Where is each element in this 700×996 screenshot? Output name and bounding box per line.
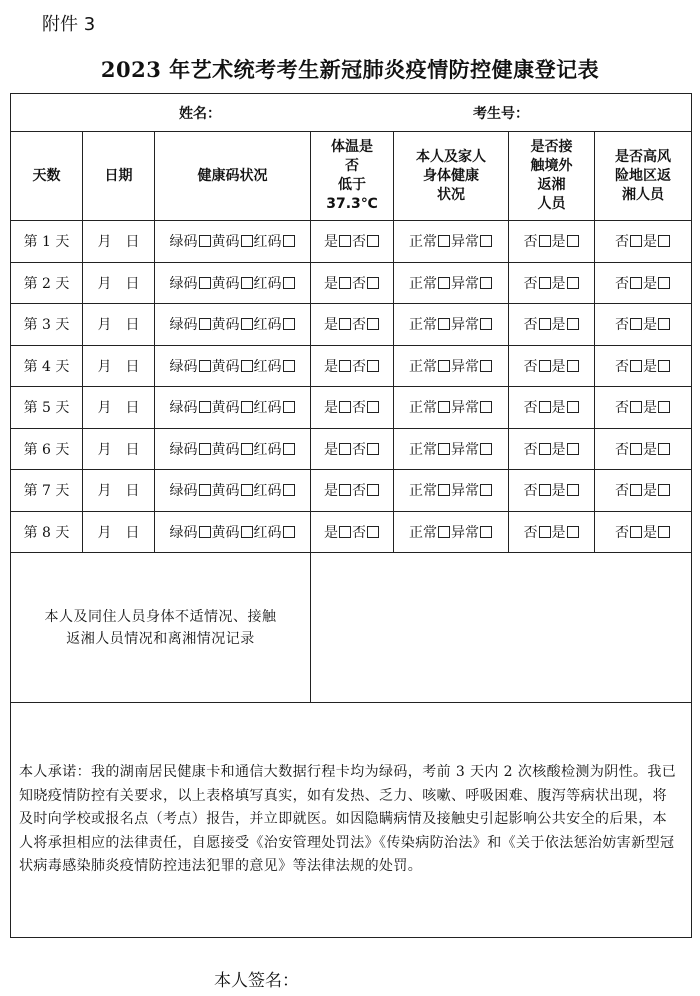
day-cell: 第 5 天	[11, 387, 83, 429]
header-family-line: 本人及家人	[416, 148, 486, 165]
option-label: 黄码	[211, 358, 240, 375]
temperature-cell	[311, 221, 394, 263]
health-code-cell	[155, 221, 311, 263]
option-label: 否	[523, 358, 538, 375]
option-label: 黄码	[211, 234, 240, 251]
promise-row	[11, 703, 692, 938]
option-label: 是	[551, 358, 566, 375]
header-high-risk	[595, 132, 692, 221]
checkbox[interactable]	[283, 235, 295, 247]
overseas-contact-cell	[509, 221, 595, 263]
header-overseas-line: 是否接	[530, 139, 573, 155]
day-cell: 第 8 天	[11, 511, 83, 553]
table-row	[11, 221, 692, 263]
header-date: 日期	[83, 132, 155, 221]
option-label: 绿码	[169, 234, 198, 251]
option-label: 是	[324, 358, 338, 375]
option-label: 红码	[253, 400, 282, 417]
checkbox[interactable]	[241, 443, 253, 455]
date-cell[interactable]: 月 日	[83, 470, 155, 512]
checkbox[interactable]	[339, 443, 351, 455]
option-label: 是	[324, 275, 338, 292]
option-label: 是	[324, 234, 338, 251]
checkbox[interactable]	[630, 235, 642, 247]
option-label: 是	[324, 524, 338, 541]
checkbox[interactable]	[438, 360, 450, 372]
checkbox[interactable]	[367, 401, 379, 413]
overseas-contact-cell	[509, 428, 595, 470]
option-label: 红码	[253, 524, 282, 541]
health-registration-table	[10, 93, 692, 938]
checkbox[interactable]	[339, 484, 351, 496]
health-code-cell	[155, 428, 311, 470]
option-label: 黄码	[211, 275, 240, 292]
option-label: 黄码	[211, 400, 240, 417]
family-health-cell	[394, 387, 509, 429]
checkbox[interactable]	[241, 360, 253, 372]
day-rows	[11, 221, 692, 553]
header-health-code: 健康码状况	[155, 132, 311, 221]
option-label: 绿码	[169, 400, 198, 417]
family-health-cell	[394, 345, 509, 387]
option-label: 否	[615, 441, 629, 458]
overseas-contact-cell	[509, 511, 595, 553]
header-overseas-line: 返湘	[537, 177, 566, 193]
option-label: 是	[324, 317, 338, 334]
checkbox[interactable]	[367, 360, 379, 372]
checkbox[interactable]	[241, 401, 253, 413]
option-label: 正常	[409, 275, 437, 292]
option-label: 绿码	[169, 317, 198, 334]
option-label: 否	[352, 275, 366, 292]
name-cell[interactable]	[11, 94, 692, 132]
table-row	[11, 387, 692, 429]
option-label: 否	[352, 317, 366, 334]
signature-label: 本人签名：	[214, 971, 299, 991]
option-label: 是	[551, 400, 566, 417]
option-label: 否	[352, 524, 366, 541]
temperature-cell	[311, 345, 394, 387]
day-cell: 第 1 天	[11, 221, 83, 263]
table-row	[11, 304, 692, 346]
checkbox[interactable]	[438, 277, 450, 289]
option-label: 是	[643, 275, 657, 292]
name-row	[11, 94, 692, 132]
option-label: 否	[615, 524, 629, 541]
checkbox[interactable]	[241, 277, 253, 289]
table-row	[11, 511, 692, 553]
checkbox[interactable]	[199, 360, 211, 372]
option-label: 否	[523, 275, 538, 292]
checkbox[interactable]	[480, 277, 492, 289]
checkbox[interactable]	[241, 526, 253, 538]
overseas-contact-cell	[509, 304, 595, 346]
checkbox[interactable]	[241, 484, 253, 496]
checkbox[interactable]	[658, 401, 670, 413]
checkbox[interactable]	[283, 318, 295, 330]
attachment-label: 附件 3	[42, 14, 96, 35]
checkbox[interactable]	[199, 277, 211, 289]
high-risk-cell	[595, 387, 692, 429]
header-overseas-contact	[509, 132, 595, 221]
option-label: 否	[523, 234, 538, 251]
option-label: 红码	[253, 275, 282, 292]
date-cell[interactable]: 月 日	[83, 387, 155, 429]
family-health-cell	[394, 304, 509, 346]
header-temperature	[311, 132, 394, 221]
date-cell[interactable]: 月 日	[83, 345, 155, 387]
option-label: 否	[352, 441, 366, 458]
header-highrisk-line: 湘人员	[622, 186, 664, 203]
option-label: 是	[643, 400, 657, 417]
option-label: 是	[643, 441, 657, 458]
checkbox[interactable]	[567, 401, 579, 413]
checkbox[interactable]	[539, 277, 551, 289]
option-label: 否	[352, 234, 366, 251]
name-label: 姓名：	[179, 105, 221, 122]
header-temperature-line: 否	[345, 158, 359, 174]
date-cell[interactable]: 月 日	[83, 511, 155, 553]
checkbox[interactable]	[199, 235, 211, 247]
option-label: 是	[643, 358, 657, 375]
option-label: 是	[551, 317, 566, 334]
promise-text: 本人承诺：我的湖南居民健康卡和通信大数据行程卡均为绿码，考前 3 天内 2 次核酸检测为阴性。我已知晓疫情防控有关要求，以上表格填写真实，如有发热、乏力、咳嗽、呼吸困难、腹泻等病状出现，将及时向学校或报名点（考点）报告，并立即就医。如因隐瞒病情及接触史引起影响公共安全的后果，本人将承担相应的法律责任，自愿接受《治安管理处罚法》《传染病防治法》和《关于依法惩治妨害新型冠状病毒感染肺炎疫情防控违法犯罪的意见》等法律法规的处罚。	[11, 703, 692, 938]
table-row	[11, 345, 692, 387]
option-label: 红码	[253, 317, 282, 334]
header-row	[11, 132, 692, 221]
family-health-cell	[394, 221, 509, 263]
checkbox[interactable]	[630, 526, 642, 538]
high-risk-cell	[595, 345, 692, 387]
option-label: 正常	[409, 483, 437, 500]
checkbox[interactable]	[199, 484, 211, 496]
option-label: 正常	[409, 400, 437, 417]
option-label: 否	[615, 358, 629, 375]
option-label: 绿码	[169, 524, 198, 541]
checkbox[interactable]	[438, 235, 450, 247]
checkbox[interactable]	[539, 484, 551, 496]
header-family-line: 状况	[437, 186, 465, 203]
checkbox[interactable]	[480, 443, 492, 455]
option-label: 黄码	[211, 317, 240, 334]
option-label: 是	[324, 400, 338, 417]
overseas-contact-cell	[509, 387, 595, 429]
option-label: 异常	[451, 234, 479, 251]
health-code-cell	[155, 511, 311, 553]
checkbox[interactable]	[567, 360, 579, 372]
checkbox[interactable]	[438, 443, 450, 455]
checkbox[interactable]	[630, 360, 642, 372]
option-label: 否	[523, 400, 538, 417]
checkbox[interactable]	[283, 526, 295, 538]
checkbox[interactable]	[658, 277, 670, 289]
header-temperature-line: 低于	[338, 177, 366, 193]
high-risk-cell	[595, 221, 692, 263]
checkbox[interactable]	[658, 526, 670, 538]
temperature-cell	[311, 470, 394, 512]
option-label: 否	[523, 317, 538, 334]
checkbox[interactable]	[241, 318, 253, 330]
checkbox[interactable]	[283, 401, 295, 413]
health-code-cell	[155, 262, 311, 304]
option-label: 正常	[409, 524, 437, 541]
header-highrisk-line: 是否高风	[615, 148, 671, 165]
high-risk-cell	[595, 262, 692, 304]
checkbox[interactable]	[539, 360, 551, 372]
option-label: 是	[643, 234, 657, 251]
checkbox[interactable]	[199, 443, 211, 455]
checkbox[interactable]	[480, 235, 492, 247]
option-label: 是	[324, 483, 338, 500]
checkbox[interactable]	[339, 235, 351, 247]
checkbox[interactable]	[567, 277, 579, 289]
checkbox[interactable]	[283, 443, 295, 455]
checkbox[interactable]	[480, 401, 492, 413]
option-label: 否	[523, 524, 538, 541]
checkbox[interactable]	[630, 277, 642, 289]
header-overseas-line: 人员	[537, 196, 566, 212]
checkbox[interactable]	[658, 235, 670, 247]
checkbox[interactable]	[630, 443, 642, 455]
option-label: 正常	[409, 441, 437, 458]
option-label: 绿码	[169, 441, 198, 458]
family-health-cell	[394, 262, 509, 304]
header-overseas-line: 触境外	[530, 158, 573, 174]
option-label: 红码	[253, 358, 282, 375]
day-cell: 第 3 天	[11, 304, 83, 346]
header-highrisk-line: 险地区返	[615, 167, 671, 184]
option-label: 是	[551, 441, 566, 458]
checkbox[interactable]	[539, 401, 551, 413]
remarks-row	[11, 553, 692, 703]
checkbox[interactable]	[339, 277, 351, 289]
checkbox[interactable]	[539, 443, 551, 455]
table-row	[11, 262, 692, 304]
option-label: 异常	[451, 483, 479, 500]
health-code-cell	[155, 387, 311, 429]
checkbox[interactable]	[539, 318, 551, 330]
day-cell: 第 6 天	[11, 428, 83, 470]
checkbox[interactable]	[339, 318, 351, 330]
checkbox[interactable]	[367, 318, 379, 330]
temperature-cell	[311, 304, 394, 346]
option-label: 红码	[253, 234, 282, 251]
checkbox[interactable]	[567, 443, 579, 455]
header-temperature-line: 体温是	[331, 139, 373, 155]
checkbox[interactable]	[480, 318, 492, 330]
option-label: 否	[352, 483, 366, 500]
table-row	[11, 470, 692, 512]
header-family-line: 身体健康	[423, 167, 479, 184]
day-cell: 第 7 天	[11, 470, 83, 512]
form-title: 2023 年艺术统考考生新冠肺炎疫情防控健康登记表	[100, 57, 600, 82]
overseas-contact-cell	[509, 470, 595, 512]
option-label: 正常	[409, 358, 437, 375]
checkbox[interactable]	[283, 277, 295, 289]
checkbox[interactable]	[658, 443, 670, 455]
checkbox[interactable]	[339, 360, 351, 372]
remarks-label-line: 返湘人员情况和离湘情况记录	[66, 630, 255, 647]
option-label: 否	[352, 358, 366, 375]
option-label: 是	[551, 483, 566, 500]
checkbox[interactable]	[480, 360, 492, 372]
temperature-cell	[311, 262, 394, 304]
option-label: 否	[523, 441, 538, 458]
option-label: 是	[643, 524, 657, 541]
option-label: 是	[643, 317, 657, 334]
option-label: 绿码	[169, 483, 198, 500]
checkbox[interactable]	[630, 318, 642, 330]
health-code-cell	[155, 470, 311, 512]
family-health-cell	[394, 470, 509, 512]
checkbox[interactable]	[658, 318, 670, 330]
option-label: 异常	[451, 317, 479, 334]
header-family-health	[394, 132, 509, 221]
option-label: 否	[615, 483, 629, 500]
checkbox[interactable]	[567, 235, 579, 247]
option-label: 异常	[451, 275, 479, 292]
checkbox[interactable]	[480, 484, 492, 496]
checkbox[interactable]	[367, 526, 379, 538]
checkbox[interactable]	[658, 484, 670, 496]
checkbox[interactable]	[199, 401, 211, 413]
header-day: 天数	[11, 132, 83, 221]
option-label: 否	[615, 234, 629, 251]
high-risk-cell	[595, 304, 692, 346]
table-row	[11, 428, 692, 470]
option-label: 否	[615, 400, 629, 417]
option-label: 正常	[409, 234, 437, 251]
family-health-cell	[394, 428, 509, 470]
option-label: 红码	[253, 441, 282, 458]
checkbox[interactable]	[199, 526, 211, 538]
temperature-cell	[311, 428, 394, 470]
checkbox[interactable]	[567, 484, 579, 496]
temperature-cell	[311, 511, 394, 553]
health-code-cell	[155, 304, 311, 346]
checkbox[interactable]	[339, 526, 351, 538]
checkbox[interactable]	[630, 484, 642, 496]
high-risk-cell	[595, 511, 692, 553]
checkbox[interactable]	[367, 235, 379, 247]
checkbox[interactable]	[658, 360, 670, 372]
option-label: 是	[324, 441, 338, 458]
day-cell: 第 2 天	[11, 262, 83, 304]
overseas-contact-cell	[509, 262, 595, 304]
checkbox[interactable]	[367, 277, 379, 289]
option-label: 异常	[451, 524, 479, 541]
checkbox[interactable]	[199, 318, 211, 330]
date-cell[interactable]: 月 日	[83, 262, 155, 304]
date-cell[interactable]: 月 日	[83, 221, 155, 263]
remarks-label-line: 本人及同住人员身体不适情况、接触	[44, 608, 277, 625]
option-label: 否	[615, 317, 629, 334]
option-label: 黄码	[211, 483, 240, 500]
option-label: 是	[551, 524, 566, 541]
remarks-label	[11, 553, 311, 703]
high-risk-cell	[595, 428, 692, 470]
checkbox[interactable]	[438, 484, 450, 496]
option-label: 是	[643, 483, 657, 500]
day-cell: 第 4 天	[11, 345, 83, 387]
checkbox[interactable]	[539, 235, 551, 247]
option-label: 是	[551, 234, 566, 251]
checkbox[interactable]	[283, 360, 295, 372]
checkbox[interactable]	[438, 318, 450, 330]
option-label: 是	[551, 275, 566, 292]
checkbox[interactable]	[567, 318, 579, 330]
option-label: 异常	[451, 358, 479, 375]
option-label: 异常	[451, 441, 479, 458]
family-health-cell	[394, 511, 509, 553]
option-label: 正常	[409, 317, 437, 334]
date-cell[interactable]: 月 日	[83, 428, 155, 470]
checkbox[interactable]	[339, 401, 351, 413]
option-label: 红码	[253, 483, 282, 500]
remarks-input[interactable]	[311, 553, 692, 703]
option-label: 绿码	[169, 358, 198, 375]
option-label: 否	[615, 275, 629, 292]
option-label: 否	[523, 483, 538, 500]
option-label: 异常	[451, 400, 479, 417]
checkbox[interactable]	[539, 526, 551, 538]
checkbox[interactable]	[241, 235, 253, 247]
checkbox[interactable]	[367, 443, 379, 455]
checkbox[interactable]	[480, 526, 492, 538]
checkbox[interactable]	[567, 526, 579, 538]
high-risk-cell	[595, 470, 692, 512]
exam-number-label: 考生号：	[473, 105, 529, 122]
temperature-cell	[311, 387, 394, 429]
checkbox[interactable]	[438, 401, 450, 413]
health-code-cell	[155, 345, 311, 387]
checkbox[interactable]	[283, 484, 295, 496]
option-label: 黄码	[211, 441, 240, 458]
checkbox[interactable]	[367, 484, 379, 496]
checkbox[interactable]	[438, 526, 450, 538]
option-label: 否	[352, 400, 366, 417]
option-label: 黄码	[211, 524, 240, 541]
checkbox[interactable]	[630, 401, 642, 413]
option-label: 绿码	[169, 275, 198, 292]
header-temperature-line: 37.3℃	[326, 196, 378, 212]
date-cell[interactable]: 月 日	[83, 304, 155, 346]
overseas-contact-cell	[509, 345, 595, 387]
